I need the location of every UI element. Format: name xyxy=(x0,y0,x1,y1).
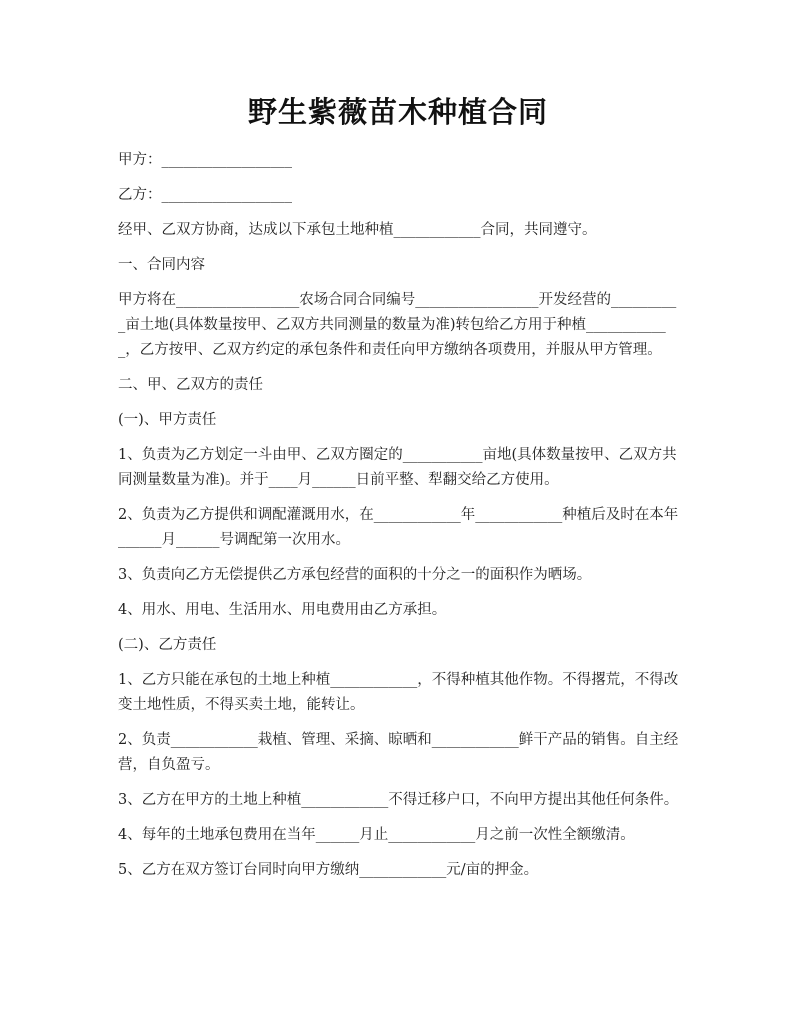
section-heading-contract-content: 一、合同内容 xyxy=(118,257,205,273)
party-b-clause-3: 3、乙方在甲方的土地上种植____________不得迁移户口，不向甲方提出其他任何条件。 xyxy=(118,792,679,808)
party-b-clause-4: 4、每年的土地承包费用在当年______月止____________月之前一次性全额缴清。 xyxy=(118,827,635,843)
party-b-clause-5: 5、乙方在双方签订台同时向甲方缴纳____________元/亩的押金。 xyxy=(118,862,539,878)
contract-content-paragraph: 甲方将在_________________农场合同合同编号_________________开发经营的__________亩土地(具体数量按甲、乙双方共同测量的数量为准)转包给乙方用于种植____________，乙方按甲、乙双方约定的承包条件和责任向甲方缴纳各项费用，并服从甲方管理。 xyxy=(118,292,677,358)
party-a-clause-3: 3、负责向乙方无偿提供乙方承包经营的面积的十分之一的面积作为晒场。 xyxy=(118,567,592,583)
preamble-paragraph: 经甲、乙双方协商，达成以下承包土地种植____________合同，共同遵守。 xyxy=(118,222,597,238)
party-b-line: 乙方：__________________ xyxy=(118,187,292,203)
document-body xyxy=(118,148,680,893)
party-a-clause-4: 4、用水、用电、生活用水、用电费用由乙方承担。 xyxy=(118,602,447,618)
party-a-line: 甲方：__________________ xyxy=(118,152,292,168)
party-a-clause-2: 2、负责为乙方提供和调配灌溉用水，在____________年____________种植后及时在本年______月______号调配第一次用水。 xyxy=(118,507,679,548)
document-title: 野生紫薇苗木种植合同 xyxy=(247,95,548,129)
party-b-clause-2: 2、负责____________栽植、管理、采摘、晾晒和____________鲜干产品的销售。自主经营，自负盈亏。 xyxy=(118,732,679,773)
section-heading-responsibilities: 二、甲、乙双方的责任 xyxy=(118,377,263,393)
subsection-heading-party-a: (一)、甲方责任 xyxy=(118,412,217,428)
party-b-clause-1: 1、乙方只能在承包的土地上种植____________，不得种植其他作物。不得撂荒，不得改变土地性质，不得买卖土地，能转让。 xyxy=(118,672,679,713)
party-a-clause-1: 1、负责为乙方划定一斗由甲、乙双方圈定的___________亩地(具体数量按甲、乙双方共同测量数量为准)。并于____月______日前平整、犁翻交给乙方使用。 xyxy=(118,447,677,488)
subsection-heading-party-b: (二)、乙方责任 xyxy=(118,637,217,653)
